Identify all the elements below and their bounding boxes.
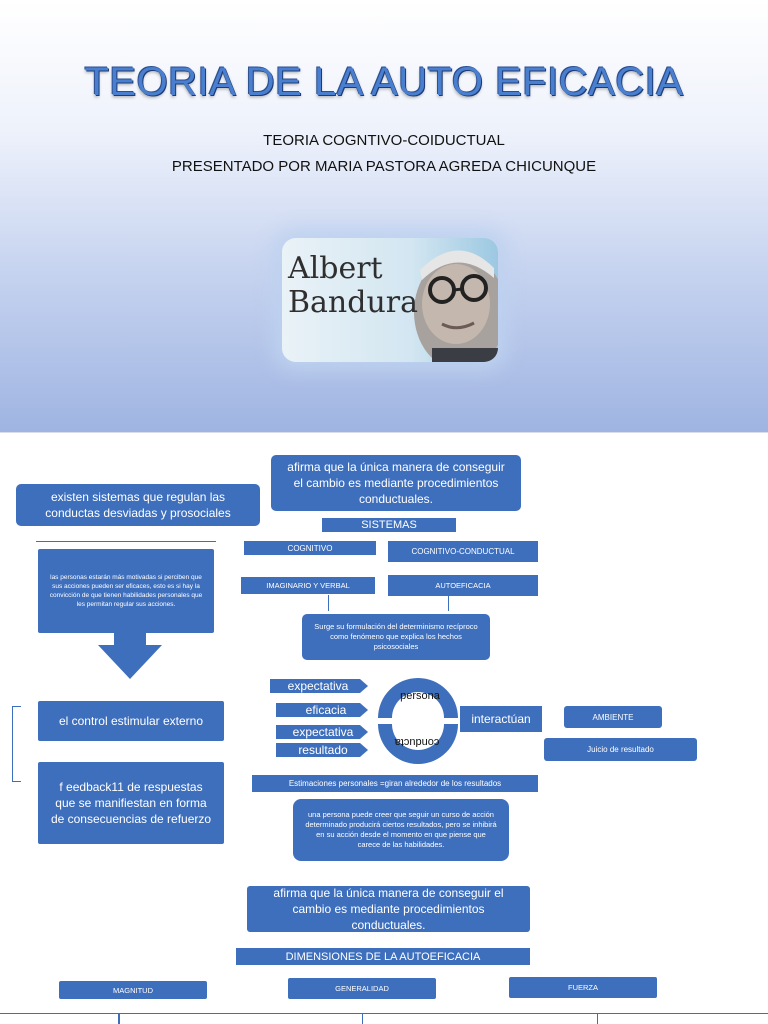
reciprocal-cycle-icon	[370, 670, 466, 770]
juicio-box: Juicio de resultado	[544, 738, 697, 761]
sistemas-intro-box: existen sistemas que regulan las conductas desviadas y prosociales	[16, 484, 260, 526]
control-box: el control estimular externo	[38, 701, 224, 741]
top-statement-box: afirma que la única manera de conseguir el cambio es mediante procedimientos conductuales.	[271, 455, 521, 511]
expectativa-label: expectativa	[287, 679, 349, 693]
slide-author: PRESENTADO POR MARIA PASTORA AGREDA CHICUNQUE	[171, 158, 597, 175]
slide-subtitle: TEORIA COGNTIVO-COIDUCTUAL	[263, 132, 505, 149]
conducta-label: conducta	[394, 736, 440, 748]
ambiente-box: AMBIENTE	[564, 706, 662, 728]
imaginario-label: IMAGINARIO Y VERBAL	[241, 577, 375, 594]
fuerza-box: FUERZA	[509, 977, 657, 998]
feedback-box: f eedback11 de respuestas que se manifiestan en forma de consecuencias de refuerzo	[38, 762, 224, 844]
photo-caption-last: Bandura	[288, 285, 419, 320]
down-arrow-icon	[96, 633, 164, 679]
dimensiones-label: DIMENSIONES DE LA AUTOEFICACIA	[236, 948, 530, 965]
cognitivo-conductual-label: COGNITIVO-CONDUCTUAL	[388, 541, 538, 562]
surge-box: Surge su formulación del determinismo recíproco como fenómeno que explica los hechos psicosociales	[302, 614, 490, 660]
connector-line	[118, 1013, 120, 1024]
autoeficacia-label: AUTOEFICACIA	[388, 575, 538, 596]
slide-divider	[0, 432, 768, 433]
connector-line	[362, 1013, 363, 1024]
expectativa-label-2: expectativa	[292, 725, 354, 739]
divider-line	[36, 541, 216, 542]
sistemas-label: SISTEMAS	[322, 518, 456, 532]
generalidad-box: GENERALIDAD	[288, 978, 436, 999]
photo-caption	[288, 252, 418, 320]
photo-caption-first: Albert	[288, 251, 383, 286]
motivation-box: las personas estarán más motivadas si perciben que sus acciones pueden ser eficaces, esto es si hay la convicción de que tienen habilidades personales que les permitan regular sus acciones.	[38, 549, 214, 633]
connector-line	[328, 595, 329, 611]
bracket-line	[12, 706, 21, 782]
interactuan-label: interactúan	[460, 706, 542, 732]
persona-explanation-box: una persona puede creer que seguir un curso de acción determinado producirá ciertos resultados, pero se inhibirá en su acción desde el momento en que piense que carece de las habilidades.	[293, 799, 509, 861]
connector-line	[448, 596, 449, 611]
eficacia-label: eficacia	[305, 703, 347, 717]
cognitivo-label: COGNITIVO	[244, 541, 376, 555]
connector-line	[597, 1013, 598, 1024]
bottom-statement-box: afirma que la única manera de conseguir el cambio es mediante procedimientos conductuales.	[247, 886, 530, 932]
bottom-connector-line	[0, 1013, 768, 1014]
magnitud-box: MAGNITUD	[59, 981, 207, 999]
resultado-label: resultado	[298, 743, 348, 757]
persona-label: persona	[400, 690, 440, 702]
slide-title: TEORIA DE LA AUTO EFICACIA	[84, 60, 684, 104]
estimaciones-label: Estimaciones personales =giran alrededor de los resultados	[252, 775, 538, 792]
